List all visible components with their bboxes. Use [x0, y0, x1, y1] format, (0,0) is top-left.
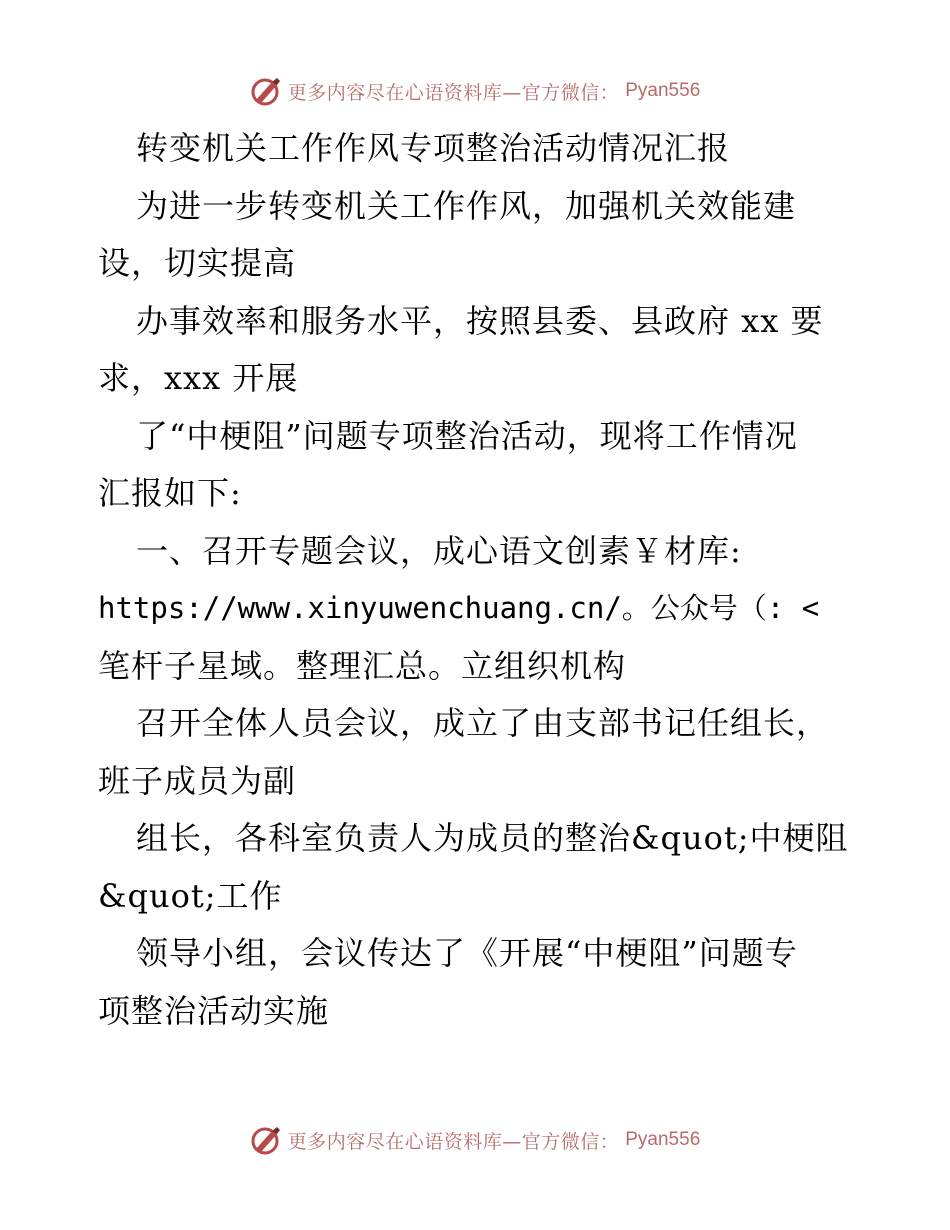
paragraph-line: 领导小组，会议传达了《开展“中梗阻”问题专	[136, 934, 798, 972]
pen-seal-icon	[250, 1125, 282, 1155]
watermark-text: 更多内容尽在心语资料库—官方微信：	[287, 81, 620, 104]
watermark-account: Pyan556	[625, 1129, 701, 1150]
paragraph-line: 笔杆子星域。整理汇总。立组织机构	[98, 646, 627, 685]
paragraph-line: 了“中梗阻”问题专项整治活动，现将工作情况	[136, 416, 798, 455]
pen-seal-icon	[250, 76, 282, 106]
paragraph-line: 为进一步转变机关工作作风，加强机关效能建	[136, 186, 797, 225]
header-watermark	[0, 76, 950, 106]
section-heading: 一、召开专题会议，成心语文创素￥材库:	[136, 531, 742, 570]
url-line: https://www.xinyuwenchuang.cn/。公众号（: <	[98, 591, 820, 625]
paragraph-line: &quot;工作	[98, 876, 283, 915]
paragraph-line: 班子成员为副	[98, 761, 297, 800]
paragraph-line: 召开全体人员会议，成立了由支部书记任组长，	[136, 704, 830, 742]
watermark-text: 更多内容尽在心语资料库—官方微信：	[287, 1130, 620, 1153]
paragraph-line: 办事效率和服务水平，按照县委、县政府 xx 要	[136, 301, 824, 340]
paragraph-line: 组长，各科室负责人为成员的整治&quot;中梗阻	[136, 819, 849, 857]
paragraph-line: 汇报如下:	[98, 474, 242, 512]
paragraph-line: 求，xxx 开展	[98, 359, 299, 397]
document-title: 转变机关工作作风专项整治活动情况汇报	[136, 129, 731, 167]
watermark-account: Pyan556	[625, 80, 701, 101]
paragraph-line: 设，切实提高	[98, 244, 297, 282]
document-body	[98, 120, 858, 1040]
footer-watermark	[0, 1125, 950, 1155]
paragraph-line: 项整治活动实施	[98, 991, 330, 1030]
